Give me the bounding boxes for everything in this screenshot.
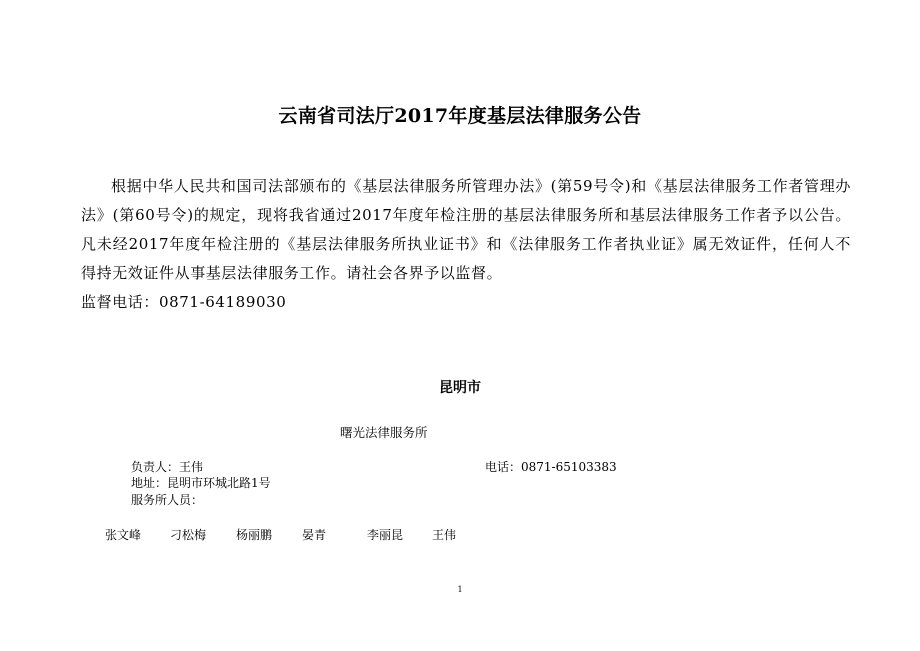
document-title: 云南省司法厅2017年度基层法律服务公告 [278, 105, 642, 127]
firm-name: 曙光法律服务所 [340, 425, 428, 440]
staff-member: 张文峰 [105, 528, 142, 542]
firm-address: 地址：昆明市环城北路1号 [131, 476, 271, 490]
staff-member: 刁松梅 [170, 528, 207, 542]
page-number: 1 [457, 585, 463, 594]
staff-member: 王伟 [432, 528, 457, 542]
supervision-phone: 监督电话：0871-64189030 [81, 293, 287, 311]
staff-member: 杨丽鹏 [236, 528, 273, 542]
intro-section [81, 172, 851, 317]
intro-paragraph: 根据中华人民共和国司法部颁布的《基层法律服务所管理办法》(第59号令)和《基层法律服务工作者管理办法》(第60号令)的规定，现将我省通过2017年度年检注册的基层法律服务所和基层法律服务工作者予以公告。凡未经2017年度年检注册的《基层法律服务所执业证书》和《法律服务工作者执业证》属无效证件，任何人不得持无效证件从事基层法律服务工作。请社会各界予以监督。 [81, 177, 851, 282]
firm-telephone: 电话：0871-65103383 [485, 460, 617, 474]
staff-member: 晏青 [302, 528, 327, 542]
person-in-charge: 负责人：王伟 [131, 460, 204, 474]
staff-member: 李丽昆 [367, 528, 404, 542]
staff-label: 服务所人员： [131, 493, 204, 507]
city-heading: 昆明市 [439, 380, 481, 396]
